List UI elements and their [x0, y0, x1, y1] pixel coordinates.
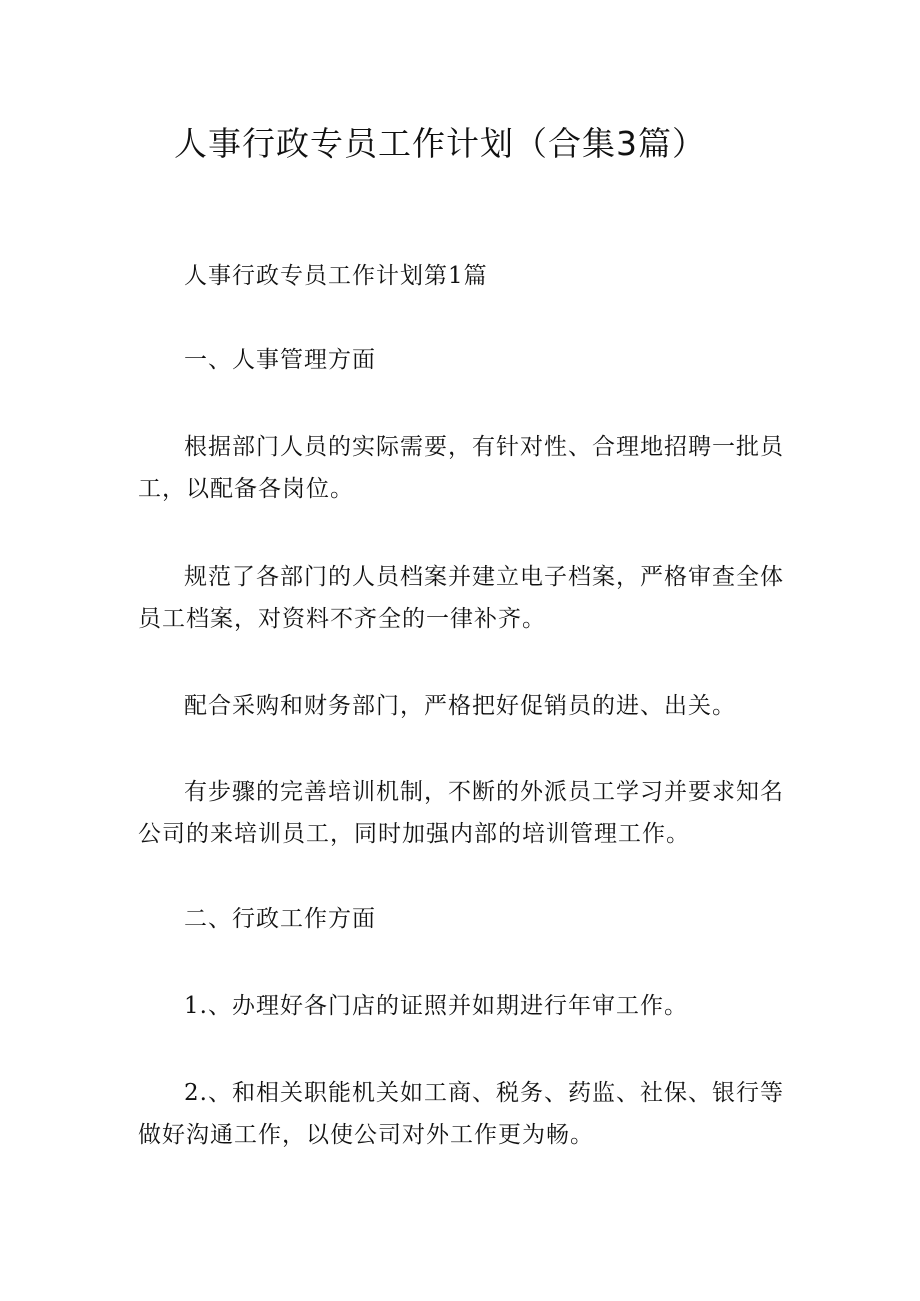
- section-heading-personnel: 一、人事管理方面: [184, 347, 376, 373]
- paragraph-promoters: 配合采购和财务部门，严格把好促销员的进、出关。: [184, 693, 736, 719]
- document-title: 人事行政专员工作计划（合集3篇）: [174, 124, 706, 163]
- list-item-licenses: 1.、办理好各门店的证照并如期进行年审工作。: [184, 993, 688, 1019]
- chapter-heading: 人事行政专员工作计划第1篇: [184, 263, 488, 289]
- section-heading-admin: 二、行政工作方面: [184, 906, 376, 932]
- list-item-communication: 2.、和相关职能机关如工商、税务、药监、社保、银行等做好沟通工作，以使公司对外工作更为畅。: [138, 1080, 784, 1148]
- paragraph-recruitment: 根据部门人员的实际需要，有针对性、合理地招聘一批员工，以配备各岗位。: [138, 434, 784, 502]
- paragraph-training: 有步骤的完善培训机制，不断的外派员工学习并要求知名公司的来培训员工，同时加强内部的培训管理工作。: [138, 779, 784, 847]
- paragraph-archives: 规范了各部门的人员档案并建立电子档案，严格审查全体员工档案，对资料不齐全的一律补齐。: [138, 564, 784, 632]
